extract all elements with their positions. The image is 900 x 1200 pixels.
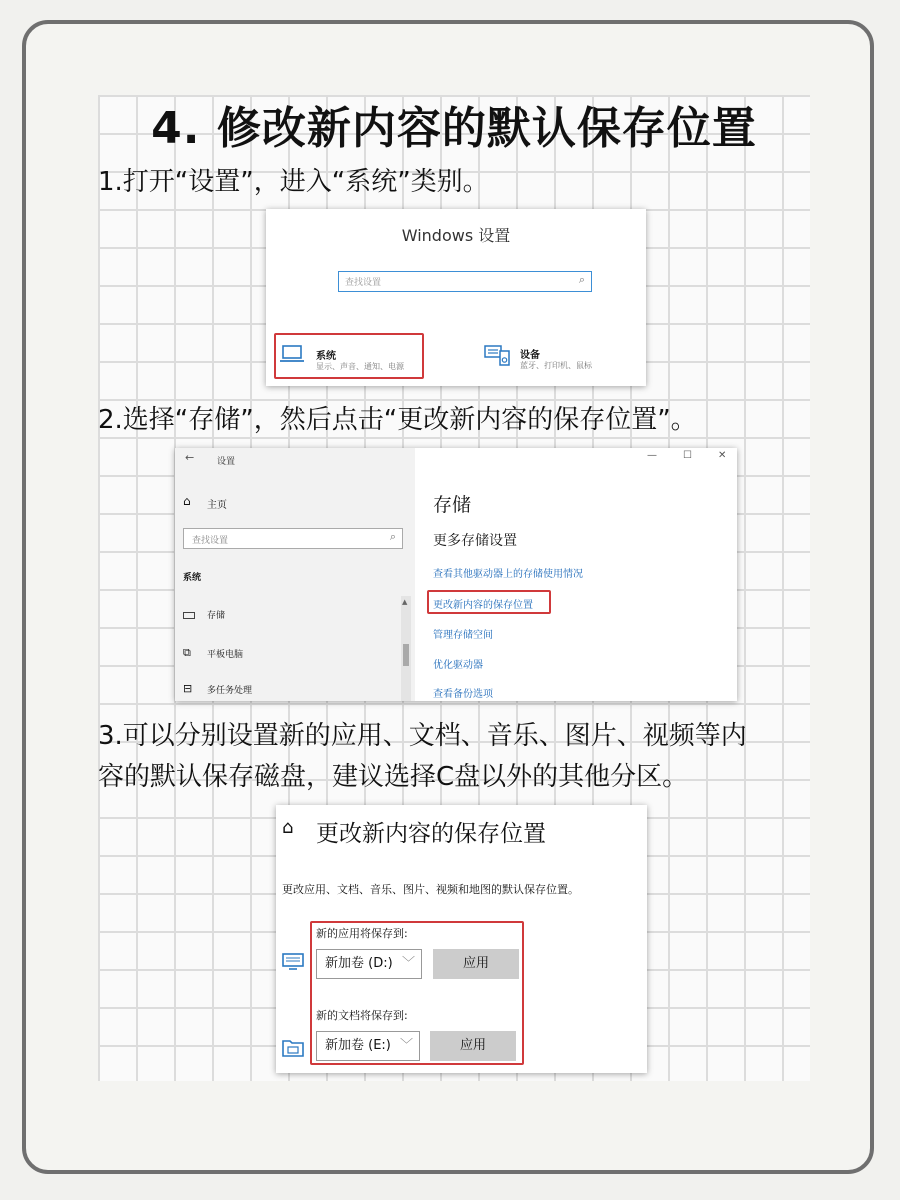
- back-arrow-icon[interactable]: ←: [185, 451, 195, 464]
- link-backup-options[interactable]: 查看备份选项: [433, 689, 493, 700]
- apps-drive-select[interactable]: [316, 949, 422, 979]
- home-label: 主页: [207, 500, 227, 511]
- section-label: 系统: [183, 573, 202, 583]
- search-placeholder: 查找设置: [192, 536, 229, 546]
- chevron-down-icon: ﹀: [399, 1038, 413, 1053]
- docs-apply-button[interactable]: 应用: [430, 1031, 516, 1061]
- window-title: Windows 设置: [401, 226, 511, 245]
- link-other-drives[interactable]: 查看其他驱动器上的存储使用情况: [433, 569, 583, 580]
- tablet-icon: ⧉: [183, 646, 191, 659]
- change-location-highlight-box: [427, 590, 551, 614]
- apps-save-label: 新的应用将保存到:: [316, 927, 408, 940]
- devices-label: 设备: [520, 350, 540, 361]
- save-location-heading: 更改新内容的保存位置: [316, 821, 546, 847]
- settings-sidebar: [175, 448, 415, 701]
- more-storage-heading: 更多存储设置: [433, 533, 517, 549]
- system-label: 系统: [316, 351, 336, 362]
- home-icon[interactable]: ⌂: [282, 817, 294, 838]
- save-location-desc: 更改应用、文档、音乐、图片、视频和地图的默认保存位置。: [282, 883, 579, 896]
- docs-save-label: 新的文档将保存到:: [316, 1009, 408, 1022]
- apps-drive-value: 新加卷 (D:): [325, 956, 393, 971]
- devices-desc: 蓝牙、打印机、鼠标: [520, 361, 592, 370]
- storage-settings-screenshot: [175, 448, 737, 701]
- link-change-save-location[interactable]: 更改新内容的保存位置: [433, 600, 533, 611]
- link-manage-storage[interactable]: 管理存储空间: [433, 630, 493, 641]
- documents-folder-icon: [282, 1037, 304, 1057]
- search-icon: ⌕: [389, 530, 396, 543]
- step-3-line-1: 3.可以分别设置新的应用、文档、音乐、图片、视频等内: [98, 721, 747, 751]
- step-2-text: 2.选择“存储”，然后点击“更改新内容的保存位置”。: [98, 405, 697, 435]
- search-icon: ⌕: [578, 273, 585, 286]
- scroll-up-icon: ▲: [402, 598, 408, 606]
- nav-multitasking-label: 多任务处理: [207, 686, 253, 696]
- minimize-button[interactable]: —: [647, 450, 657, 461]
- windows-settings-screenshot: [266, 209, 646, 386]
- docs-drive-value: 新加卷 (E:): [325, 1038, 391, 1053]
- scrollbar-thumb[interactable]: [403, 644, 409, 666]
- close-button[interactable]: ✕: [718, 450, 727, 461]
- apps-apply-button[interactable]: 应用: [433, 949, 519, 979]
- system-desc: 显示、声音、通知、电源: [316, 362, 404, 371]
- window-title: 设置: [217, 457, 236, 467]
- storage-icon: [183, 612, 195, 619]
- multitasking-icon: ⊟: [183, 682, 193, 695]
- home-icon: ⌂: [183, 494, 191, 508]
- docs-drive-select[interactable]: [316, 1031, 420, 1061]
- monitor-icon: [282, 953, 304, 971]
- maximize-button[interactable]: ☐: [683, 450, 692, 461]
- step-3-line-2: 容的默认保存磁盘，建议选择C盘以外的其他分区。: [98, 762, 689, 792]
- save-location-screenshot: [276, 805, 647, 1073]
- devices-category[interactable]: [482, 339, 622, 379]
- nav-tablet-label: 平板电脑: [207, 650, 244, 660]
- step-1-text: 1.打开“设置”，进入“系统”类别。: [98, 167, 489, 197]
- search-input[interactable]: [338, 271, 592, 292]
- page-title: 4. 修改新内容的默认保存位置: [151, 103, 757, 154]
- storage-heading: 存储: [433, 494, 472, 516]
- link-optimize-drives[interactable]: 优化驱动器: [433, 660, 483, 671]
- sidebar-search-input[interactable]: [183, 528, 403, 549]
- search-placeholder: 查找设置: [345, 278, 382, 288]
- sidebar-scrollbar[interactable]: [401, 596, 411, 701]
- chevron-down-icon: ﹀: [401, 956, 415, 971]
- keyboard-speaker-icon: [484, 343, 510, 367]
- system-highlight-box: [274, 333, 424, 379]
- nav-storage-label: 存储: [207, 611, 226, 621]
